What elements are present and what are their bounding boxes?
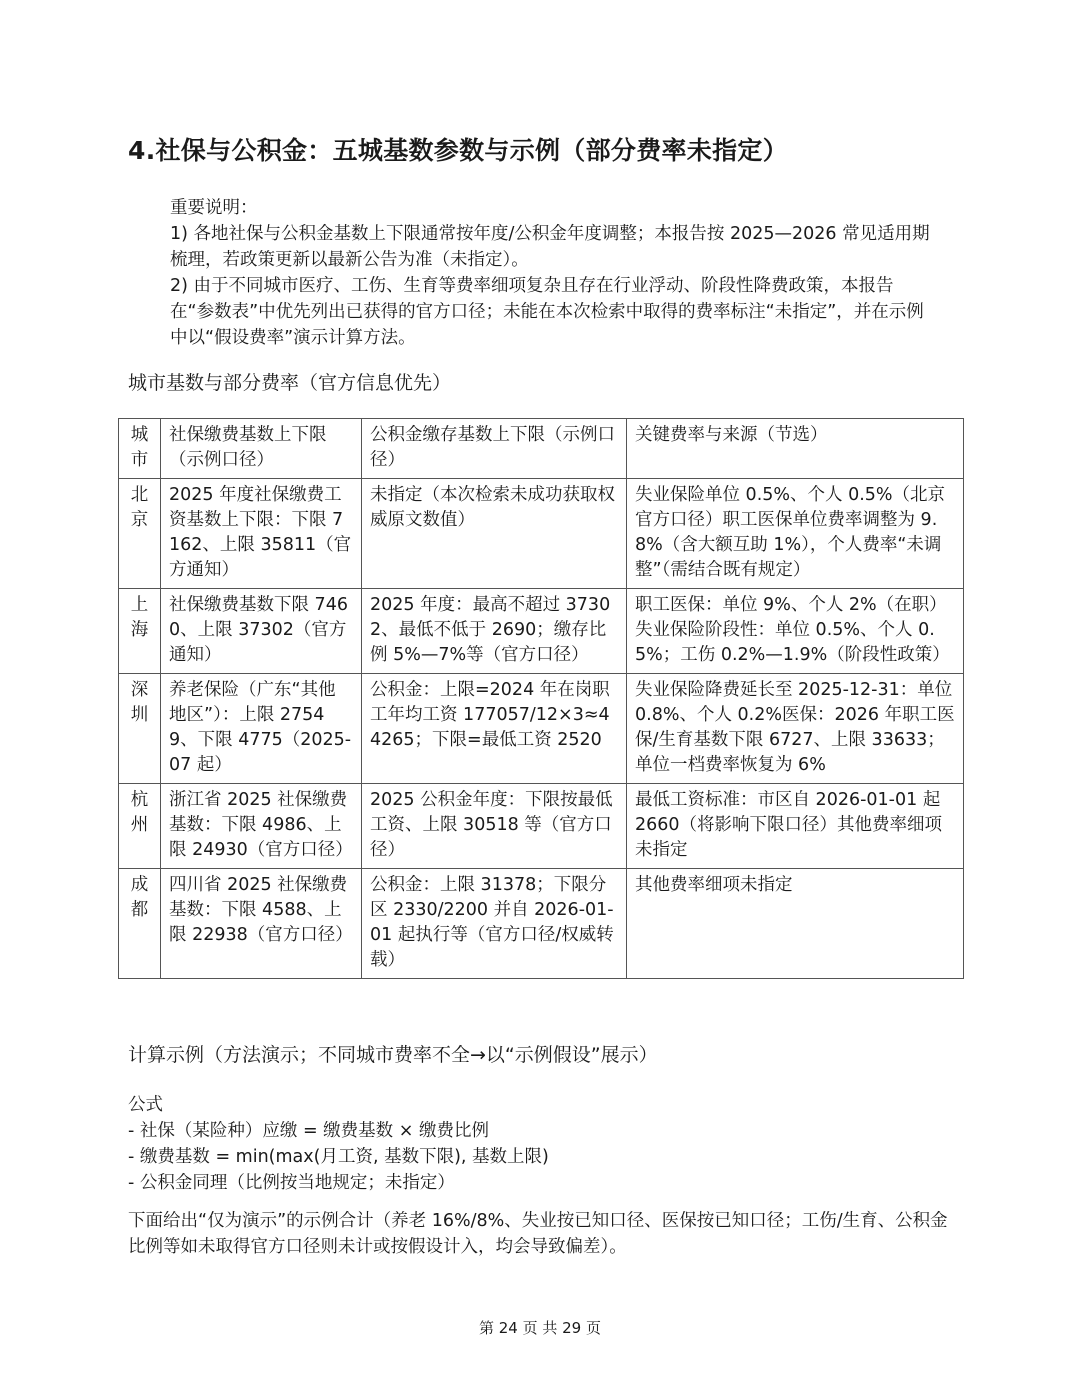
table-row: [119, 869, 964, 979]
row-city: 上海: [119, 589, 161, 674]
formula-block: [128, 1092, 1008, 1196]
row-city: 北京: [119, 479, 161, 589]
important-notes: [170, 195, 930, 351]
header-rates: 关键费率与来源（节选）: [627, 419, 964, 479]
notes-item-2: 2) 由于不同城市医疗、工伤、生育等费率细项复杂且存在行业浮动、阶段性降费政策，本报告在“参数表”中优先列出已获得的官方口径；未能在本次检索中取得的费率标注“未指定”，并在示例中以“假设费率”演示计算方法。: [170, 276, 924, 348]
notes-heading: 重要说明：: [170, 198, 258, 218]
row-social-base: 社保缴费基数下限 7460、上限 37302（官方通知）: [161, 589, 362, 674]
formula-line: - 公积金同理（比例按当地规定；未指定）: [128, 1173, 455, 1193]
row-social-base: 四川省 2025 社保缴费基数：下限 4588、上限 22938（官方口径）: [161, 869, 362, 979]
city-base-table: [118, 418, 964, 979]
row-rates: 最低工资标准：市区自 2026-01-01 起 2660（将影响下限口径）其他费率细项未指定: [627, 784, 964, 869]
table-row: [119, 674, 964, 784]
row-social-base: 养老保险（广东“其他地区”）：上限 27549、下限 4775（2025-07 起）: [161, 674, 362, 784]
formula-label: 公式: [128, 1095, 163, 1115]
formula-line: - 缴费基数 = min(max(月工资, 基数下限), 基数上限): [128, 1147, 549, 1167]
row-social-base: 2025 年度社保缴费工资基数上下限：下限 7162、上限 35811（官方通知）: [161, 479, 362, 589]
table-title: 城市基数与部分费率（官方信息优先）: [128, 372, 452, 394]
page-number: 第 24 页 共 29 页: [478, 1319, 601, 1337]
row-city: 杭州: [119, 784, 161, 869]
section-title: 4.社保与公积金：五城基数参数与示例（部分费率未指定）: [128, 136, 788, 165]
row-city: 深圳: [119, 674, 161, 784]
row-fund-base: 公积金：上限=2024 年在岗职工年均工资 177057/12×3≈44265；下限=最低工资 2520: [362, 674, 627, 784]
row-rates: 失业保险降费延长至 2025-12-31：单位 0.8%、个人 0.2%医保：2026 年职工医保/生育基数下限 6727、上限 33633；单位一档费率恢复为 6%: [627, 674, 964, 784]
row-fund-base: 2025 公积金年度：下限按最低工资、上限 30518 等（官方口径）: [362, 784, 627, 869]
formula-line: - 社保（某险种）应缴 = 缴费基数 × 缴费比例: [128, 1121, 489, 1141]
row-fund-base: 2025 年度：最高不超过 37302、最低不低于 2690；缴存比例 5%—7%等（官方口径）: [362, 589, 627, 674]
table-header-row: [119, 419, 964, 479]
table-row: [119, 589, 964, 674]
calc-example-title: 计算示例（方法演示；不同城市费率不全→以“示例假设”展示）: [128, 1044, 658, 1066]
row-rates: 失业保险单位 0.5%、个人 0.5%（北京官方口径）职工医保单位费率调整为 9.8%（含大额互助 1%），个人费率“未调整”（需结合既有规定）: [627, 479, 964, 589]
row-fund-base: 未指定（本次检索未成功获取权威原文数值）: [362, 479, 627, 589]
header-city: 城市: [119, 419, 161, 479]
header-social-base: 社保缴费基数上下限（示例口径）: [161, 419, 362, 479]
table-row: [119, 784, 964, 869]
row-city: 成都: [119, 869, 161, 979]
row-rates: 其他费率细项未指定: [627, 869, 964, 979]
row-rates: 职工医保：单位 9%、个人 2%（在职）失业保险阶段性：单位 0.5%、个人 0.5%；工伤 0.2%—1.9%（阶段性政策）: [627, 589, 964, 674]
row-social-base: 浙江省 2025 社保缴费基数：下限 4986、上限 24930（官方口径）: [161, 784, 362, 869]
header-fund-base: 公积金缴存基数上下限（示例口径）: [362, 419, 627, 479]
row-fund-base: 公积金：上限 31378；下限分区 2330/2200 并自 2026-01-01 起执行等（官方口径/权威转载）: [362, 869, 627, 979]
table-row: [119, 479, 964, 589]
closing-paragraph: 下面给出“仅为演示”的示例合计（养老 16%/8%、失业按已知口径、医保按已知口径；工伤/生育、公积金比例等如未取得官方口径则未计或按假设计入，均会导致偏差）。: [128, 1211, 948, 1257]
notes-item-1: 1) 各地社保与公积金基数上下限通常按年度/公积金年度调整；本报告按 2025—2026 常见适用期梳理，若政策更新以最新公告为准（未指定）。: [170, 224, 930, 270]
